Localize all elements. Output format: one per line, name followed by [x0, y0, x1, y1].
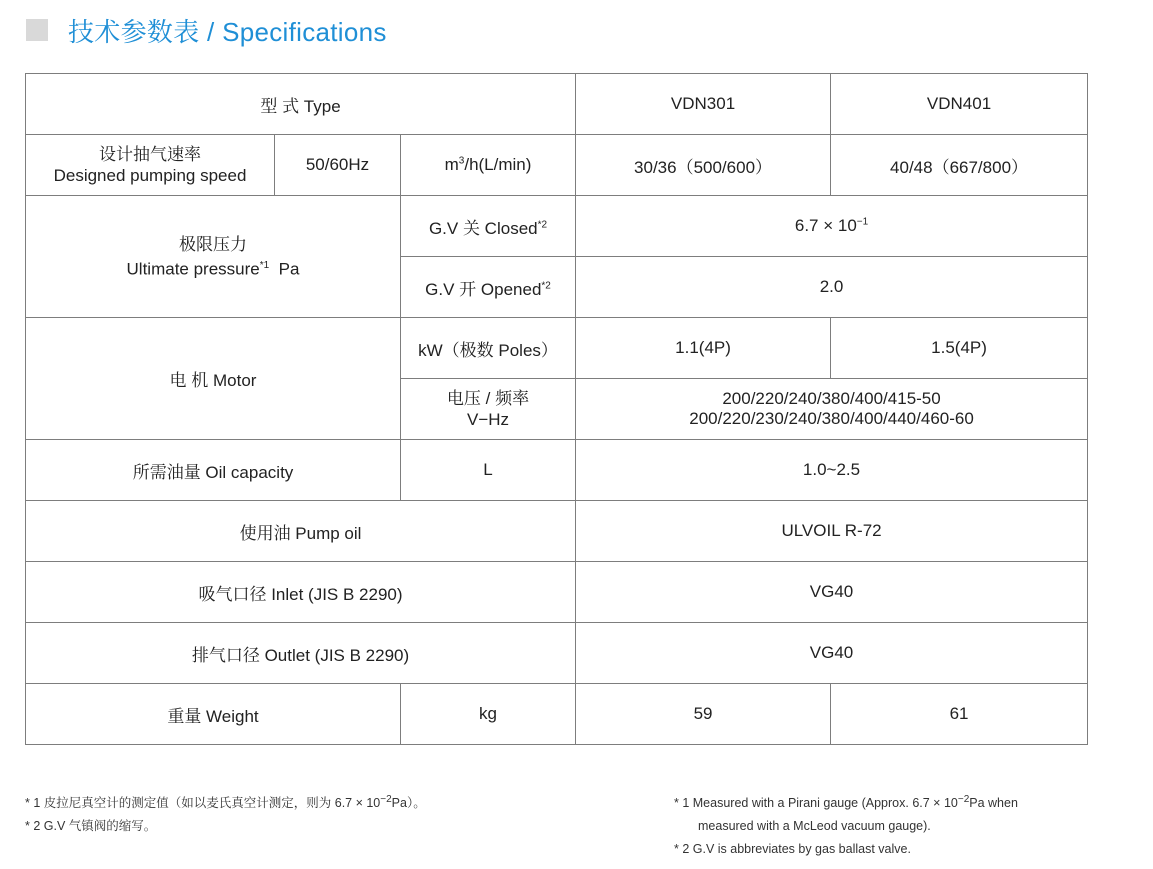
pumping-speed-label-en: Designed pumping speed — [53, 166, 247, 185]
weight-vdn401: 61 — [831, 684, 1088, 745]
motor-power-row — [26, 318, 1088, 379]
outlet-label: 排气口径 Outlet (JIS B 2290) — [26, 623, 576, 684]
page-header — [26, 10, 387, 50]
model-vdn401: VDN401 — [831, 74, 1088, 135]
ultimate-pressure-label: 极限压力 Ultimate pressure$^{*1}$ Pa — [26, 196, 401, 318]
footnote-en-1-continued: measured with a McLeod vacuum gauge). — [698, 819, 931, 834]
motor-kw-vdn301: 1.1(4P) — [576, 318, 831, 379]
footnote-en-1: * 1 Measured with a Pirani gauge (Approx. $6.7 \times 10^{-2}Pa$ when — [674, 794, 1018, 811]
pumping-speed-vdn401: 40/48（667/800） — [831, 135, 1088, 196]
oil-capacity-label: 所需油量 Oil capacity — [26, 440, 401, 501]
pumping-speed-vdn301: 30/36（500/600） — [576, 135, 831, 196]
weight-label: 重量 Weight — [26, 684, 401, 745]
footnote-cn-1: * 1 皮拉尼真空计的测定值（如以麦氏真空计测定，则为 $6.7 \times 10^{-2}Pa$）。 — [25, 794, 426, 811]
pumping-speed-unit: $m^3/h(L/\min)$ — [401, 135, 576, 196]
page-title: 技术参数表 / Specifications — [68, 16, 387, 47]
ultimate-pressure-closed-row — [26, 196, 1088, 257]
motor-kw-label: kW（极数 Poles） — [401, 318, 576, 379]
motor-voltage-label: 电压 / 频率 V−Hz — [401, 379, 576, 440]
weight-row — [26, 684, 1088, 745]
inlet-label: 吸气口径 Inlet (JIS B 2290) — [26, 562, 576, 623]
weight-vdn301: 59 — [576, 684, 831, 745]
outlet-value: VG40 — [576, 623, 1088, 684]
specifications-table — [25, 73, 1088, 745]
pump-oil-row — [26, 501, 1088, 562]
gv-opened-value: 2.0 — [576, 257, 1088, 318]
footnote-en-2: * 2 G.V is abbreviates by gas ballast valve. — [674, 842, 911, 857]
motor-voltage-value: 200/220/240/380/400/415-50 200/220/230/240/380/400/440/460-60 — [576, 379, 1088, 440]
inlet-row — [26, 562, 1088, 623]
type-row — [26, 74, 1088, 135]
oil-capacity-unit: L — [401, 440, 576, 501]
pump-oil-value: ULVOIL R-72 — [576, 501, 1088, 562]
motor-label: 电 机 Motor — [26, 318, 401, 440]
type-label: 型 式 Type — [26, 74, 576, 135]
pumping-speed-frequency: 50/60Hz — [275, 135, 401, 196]
footnotes-en — [674, 788, 1018, 861]
outlet-row — [26, 623, 1088, 684]
gv-opened-label: G.V 开 Opened$^{*2}$ — [401, 257, 576, 318]
inlet-value: VG40 — [576, 562, 1088, 623]
title-square-icon — [26, 19, 48, 41]
weight-unit: kg — [401, 684, 576, 745]
pumping-speed-row — [26, 135, 1088, 196]
footnote-cn-2: * 2 G.V 气镇阀的缩写。 — [25, 819, 157, 834]
footnotes-cn — [25, 788, 426, 838]
oil-capacity-value: 1.0~2.5 — [576, 440, 1088, 501]
gv-closed-label: G.V 关 Closed$^{*2}$ — [401, 196, 576, 257]
gv-closed-value: $6.7 \times 10^{-1}$ — [576, 196, 1088, 257]
pumping-speed-label — [26, 135, 275, 196]
pumping-speed-label-cn: 设计抽气速率 — [99, 145, 201, 164]
model-vdn301: VDN301 — [576, 74, 831, 135]
motor-kw-vdn401: 1.5(4P) — [831, 318, 1088, 379]
oil-capacity-row — [26, 440, 1088, 501]
pump-oil-label: 使用油 Pump oil — [26, 501, 576, 562]
